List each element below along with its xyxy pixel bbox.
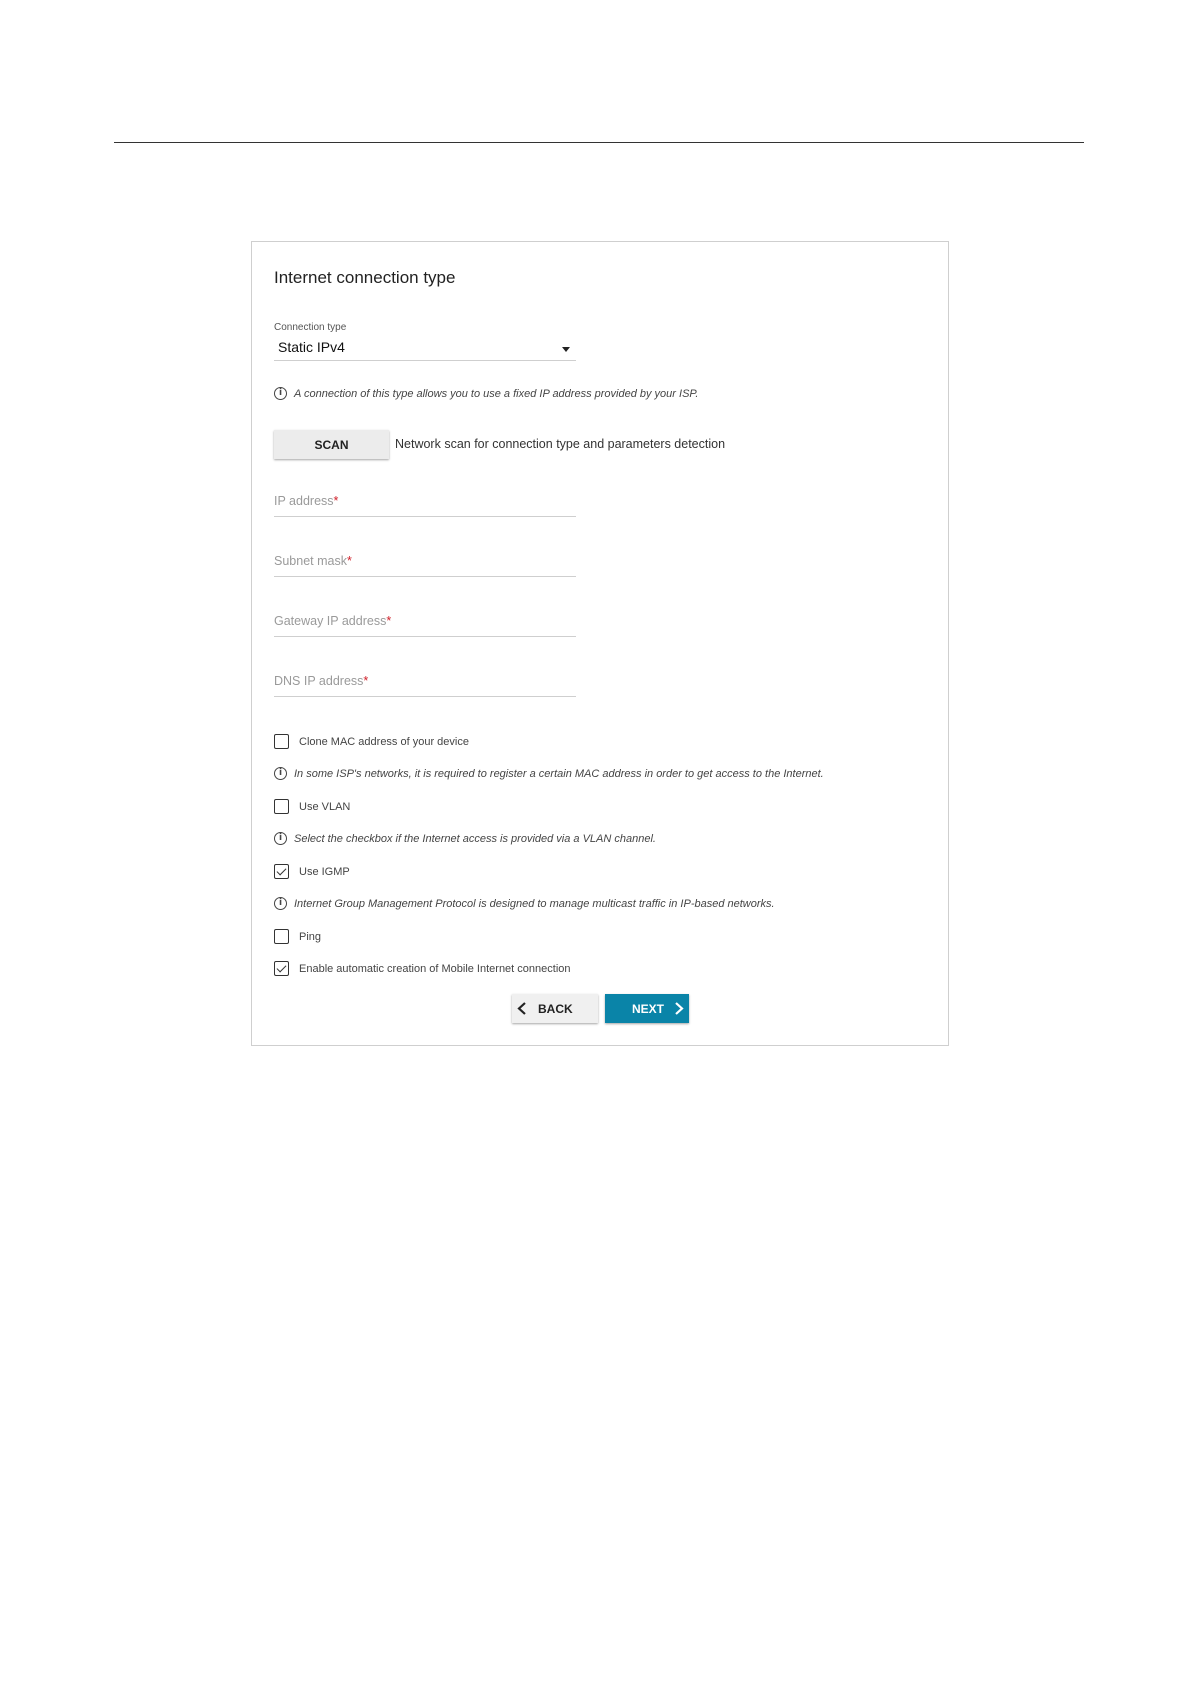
subnet-mask-label: Subnet mask* [274,554,352,568]
use-igmp-checkbox[interactable] [274,864,289,879]
info-circle-icon: i [274,387,287,400]
caret-down-icon [562,347,570,352]
mobile-auto-label: Enable automatic creation of Mobile Internet connection [299,962,571,975]
mobile-auto-option[interactable] [274,961,571,976]
connection-type-info [274,387,698,400]
use-igmp-info [274,897,775,910]
ping-checkbox[interactable] [274,929,289,944]
ping-label: Ping [299,930,322,943]
use-vlan-checkbox[interactable] [274,799,289,814]
ip-address-label: IP address* [274,494,339,508]
back-label: BACK [538,1002,573,1016]
connection-type-info-text: A connection of this type allows you to use a fixed IP address provided by your ISP. [294,387,699,400]
use-igmp-label: Use IGMP [299,865,350,878]
chevron-left-icon [515,1001,530,1016]
clone-mac-label: Clone MAC address of your device [299,735,469,748]
info-circle-icon: i [274,767,287,780]
chevron-right-icon [671,1001,686,1016]
next-button[interactable] [605,994,689,1023]
info-circle-icon: i [274,832,287,845]
back-button[interactable] [512,994,598,1023]
dns-ip-field[interactable] [274,672,576,697]
ip-address-field[interactable] [274,492,576,517]
gateway-ip-label: Gateway IP address* [274,614,392,628]
dns-ip-label: DNS IP address* [274,674,369,688]
info-circle-icon: i [274,897,287,910]
connection-type-value: Static IPv4 [278,339,345,355]
use-igmp-option[interactable] [274,864,350,879]
connection-type-caption: Connection type [274,322,347,333]
scan-button[interactable]: SCAN [274,430,389,459]
clone-mac-info [274,767,824,780]
use-vlan-info-text: Select the checkbox if the Internet access is provided via a VLAN channel. [294,832,656,845]
use-vlan-option[interactable] [274,799,350,814]
connection-type-panel [251,241,949,1046]
clone-mac-checkbox[interactable] [274,734,289,749]
connection-type-select[interactable] [274,339,576,361]
use-vlan-label: Use VLAN [299,800,351,813]
clone-mac-option[interactable] [274,734,469,749]
subnet-mask-field[interactable] [274,552,576,577]
ping-option[interactable] [274,929,321,944]
use-igmp-info-text: Internet Group Management Protocol is designed to manage multicast traffic in IP-based networks. [294,897,775,910]
scan-description: Network scan for connection type and parameters detection [395,437,726,451]
clone-mac-info-text: In some ISP's networks, it is required to register a certain MAC address in order to get access to the Internet. [294,767,824,780]
panel-title: Internet connection type [274,268,456,287]
page-header-rule [114,142,1084,143]
mobile-auto-checkbox[interactable] [274,961,289,976]
use-vlan-info [274,832,656,845]
next-label: NEXT [632,1002,665,1016]
gateway-ip-field[interactable] [274,612,576,637]
